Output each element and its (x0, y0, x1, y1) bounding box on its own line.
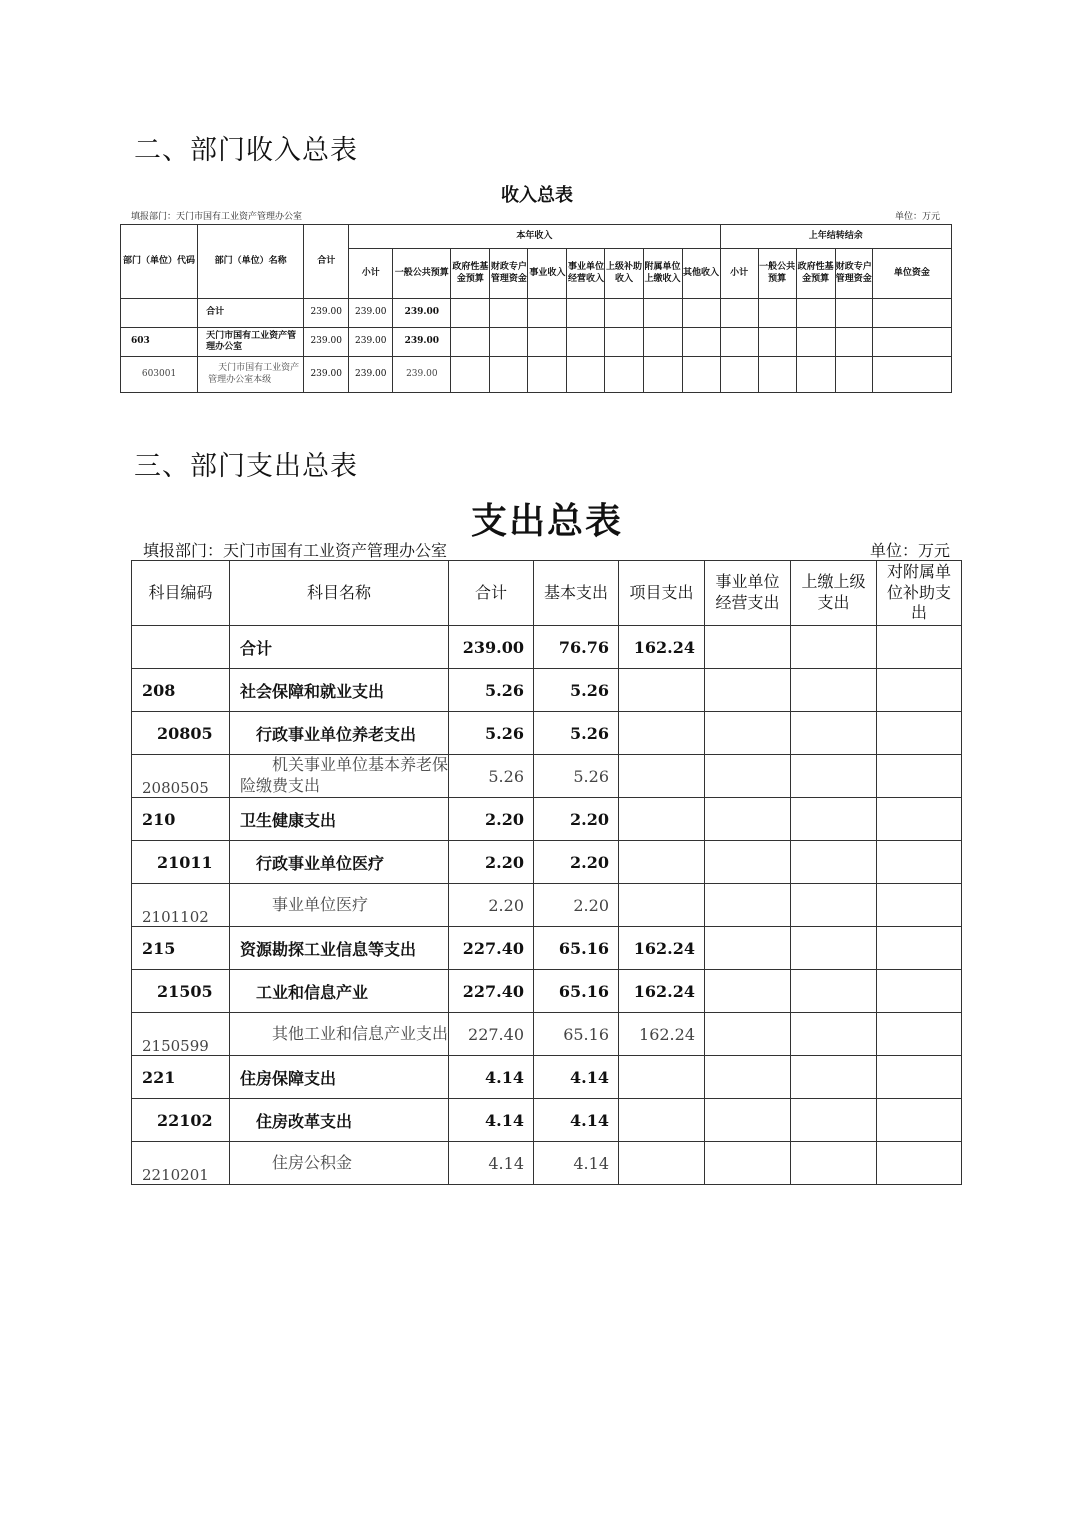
expense-header-superior: 上缴上级支出 (791, 561, 877, 626)
income-col-other: 其他收入 (682, 249, 720, 299)
income-table (120, 224, 952, 393)
income-col-subtotal: 小计 (349, 249, 393, 299)
expense-project: 162.24 (619, 1013, 705, 1056)
expense-total: 5.26 (449, 755, 534, 798)
expense-total: 227.40 (449, 927, 534, 970)
expense-name: 事业单位医疗 (230, 884, 449, 927)
table-row (132, 927, 962, 970)
income-fill-dept: 填报部门：天门市国有工业资产管理办公室 (131, 212, 303, 222)
table-row (132, 755, 962, 798)
expense-total: 5.26 (449, 669, 534, 712)
income-name: 合计 (198, 299, 304, 328)
table-row (132, 970, 962, 1013)
expense-code: 20805 (132, 712, 230, 755)
expense-project: 162.24 (619, 970, 705, 1013)
expense-total: 4.14 (449, 1056, 534, 1099)
expense-basic: 4.14 (534, 1056, 619, 1099)
section2-title: 二、部门收入总表 (134, 135, 358, 166)
table-row (132, 884, 962, 927)
expense-basic: 76.76 (534, 626, 619, 669)
expense-name: 机关事业单位基本养老保险缴费支出 (230, 755, 449, 798)
income-subtotal: 239.00 (349, 357, 393, 393)
income-col-general: 一般公共预算 (393, 249, 451, 299)
table-row (132, 798, 962, 841)
expense-name: 行政事业单位养老支出 (230, 712, 449, 755)
expense-name: 卫生健康支出 (230, 798, 449, 841)
income-col-special: 财政专户管理资金 (490, 249, 528, 299)
expense-name: 工业和信息产业 (230, 970, 449, 1013)
expense-name: 资源勘探工业信息等支出 (230, 927, 449, 970)
expense-code: 210 (132, 798, 230, 841)
expense-basic: 5.26 (534, 755, 619, 798)
expense-total: 227.40 (449, 1013, 534, 1056)
expense-fill-dept: 填报部门：天门市国有工业资产管理办公室 (143, 541, 448, 560)
expense-table (131, 560, 962, 1185)
expense-unit: 单位：万元 (870, 541, 951, 560)
income-header-dept-name: 部门（单位）名称 (198, 225, 304, 299)
expense-total: 2.20 (449, 798, 534, 841)
expense-code: 2080505 (132, 755, 230, 798)
table-row (132, 712, 962, 755)
table-row (132, 1056, 962, 1099)
income-general: 239.00 (393, 299, 451, 328)
income-subtotal: 239.00 (349, 299, 393, 328)
income-total: 239.00 (304, 357, 349, 393)
income-col-carry-subtotal: 小计 (720, 249, 758, 299)
income-col-carry-gov-fund: 政府性基金预算 (796, 249, 835, 299)
expense-basic: 2.20 (534, 798, 619, 841)
expense-code: 215 (132, 927, 230, 970)
expense-header-project: 项目支出 (619, 561, 705, 626)
income-col-operation: 事业单位经营收入 (567, 249, 605, 299)
expense-name: 行政事业单位医疗 (230, 841, 449, 884)
expense-code: 2210201 (132, 1142, 230, 1185)
expense-basic: 65.16 (534, 970, 619, 1013)
expense-basic: 2.20 (534, 884, 619, 927)
table-row (121, 357, 952, 393)
expense-project: 162.24 (619, 927, 705, 970)
expense-header-operation: 事业单位经营支出 (705, 561, 791, 626)
section3-title: 三、部门支出总表 (134, 451, 358, 482)
expense-basic: 5.26 (534, 712, 619, 755)
income-col-superior-subsidy: 上级补助收入 (605, 249, 643, 299)
expense-header-subsidy: 对附属单位补助支出 (877, 561, 962, 626)
table-row (121, 328, 952, 357)
expense-basic: 65.16 (534, 927, 619, 970)
income-col-business: 事业收入 (528, 249, 567, 299)
expense-total: 2.20 (449, 841, 534, 884)
income-name: 天门市国有工业资产管理办公室本级 (198, 357, 304, 393)
expense-total: 227.40 (449, 970, 534, 1013)
expense-code: 21011 (132, 841, 230, 884)
table-row (132, 626, 962, 669)
income-table-title: 收入总表 (501, 185, 573, 206)
income-col-carry-special: 财政专户管理资金 (835, 249, 872, 299)
income-general: 239.00 (393, 328, 451, 357)
expense-header-total: 合计 (449, 561, 534, 626)
expense-basic: 4.14 (534, 1142, 619, 1185)
income-col-gov-fund: 政府性基金预算 (451, 249, 490, 299)
expense-header-basic: 基本支出 (534, 561, 619, 626)
expense-name: 住房改革支出 (230, 1099, 449, 1142)
expense-header-name: 科目名称 (230, 561, 449, 626)
expense-total: 4.14 (449, 1099, 534, 1142)
income-header-total: 合计 (304, 225, 349, 299)
expense-total: 239.00 (449, 626, 534, 669)
table-row (132, 1142, 962, 1185)
expense-code: 208 (132, 669, 230, 712)
expense-table-title: 支出总表 (470, 500, 623, 542)
expense-basic: 2.20 (534, 841, 619, 884)
expense-name: 社会保障和就业支出 (230, 669, 449, 712)
income-col-unit-fund: 单位资金 (872, 249, 951, 299)
income-name: 天门市国有工业资产管理办公室 (198, 328, 304, 357)
expense-basic: 5.26 (534, 669, 619, 712)
income-code: 603001 (121, 357, 198, 393)
income-unit: 单位：万元 (895, 212, 941, 222)
income-header-carryover: 上年结转结余 (720, 225, 951, 249)
expense-total: 2.20 (449, 884, 534, 927)
income-col-carry-general: 一般公共预算 (758, 249, 796, 299)
expense-project (619, 712, 705, 755)
table-row (121, 299, 952, 328)
income-subtotal: 239.00 (349, 328, 393, 357)
income-col-subordinate: 附属单位上缴收入 (643, 249, 682, 299)
income-total: 239.00 (304, 328, 349, 357)
expense-project (619, 669, 705, 712)
income-general: 239.00 (393, 357, 451, 393)
table-row (132, 841, 962, 884)
expense-project: 162.24 (619, 626, 705, 669)
income-header-this-year: 本年收入 (349, 225, 720, 249)
table-row (132, 1013, 962, 1056)
expense-code: 2150599 (132, 1013, 230, 1056)
expense-project (619, 884, 705, 927)
expense-name: 其他工业和信息产业支出 (230, 1013, 449, 1056)
expense-project (619, 1142, 705, 1185)
income-code: 603 (121, 328, 198, 357)
expense-code: 22102 (132, 1099, 230, 1142)
expense-name: 住房保障支出 (230, 1056, 449, 1099)
expense-code (132, 626, 230, 669)
expense-code: 2101102 (132, 884, 230, 927)
expense-basic: 4.14 (534, 1099, 619, 1142)
table-row (132, 669, 962, 712)
expense-total: 5.26 (449, 712, 534, 755)
expense-project (619, 841, 705, 884)
expense-code: 221 (132, 1056, 230, 1099)
expense-name: 合计 (230, 626, 449, 669)
expense-project (619, 798, 705, 841)
table-row (132, 1099, 962, 1142)
expense-project (619, 755, 705, 798)
expense-basic: 65.16 (534, 1013, 619, 1056)
expense-header-code: 科目编码 (132, 561, 230, 626)
expense-code: 21505 (132, 970, 230, 1013)
expense-total: 4.14 (449, 1142, 534, 1185)
income-total: 239.00 (304, 299, 349, 328)
expense-project (619, 1099, 705, 1142)
expense-name: 住房公积金 (230, 1142, 449, 1185)
income-code (121, 299, 198, 328)
expense-project (619, 1056, 705, 1099)
income-header-dept-code: 部门（单位）代码 (121, 225, 198, 299)
